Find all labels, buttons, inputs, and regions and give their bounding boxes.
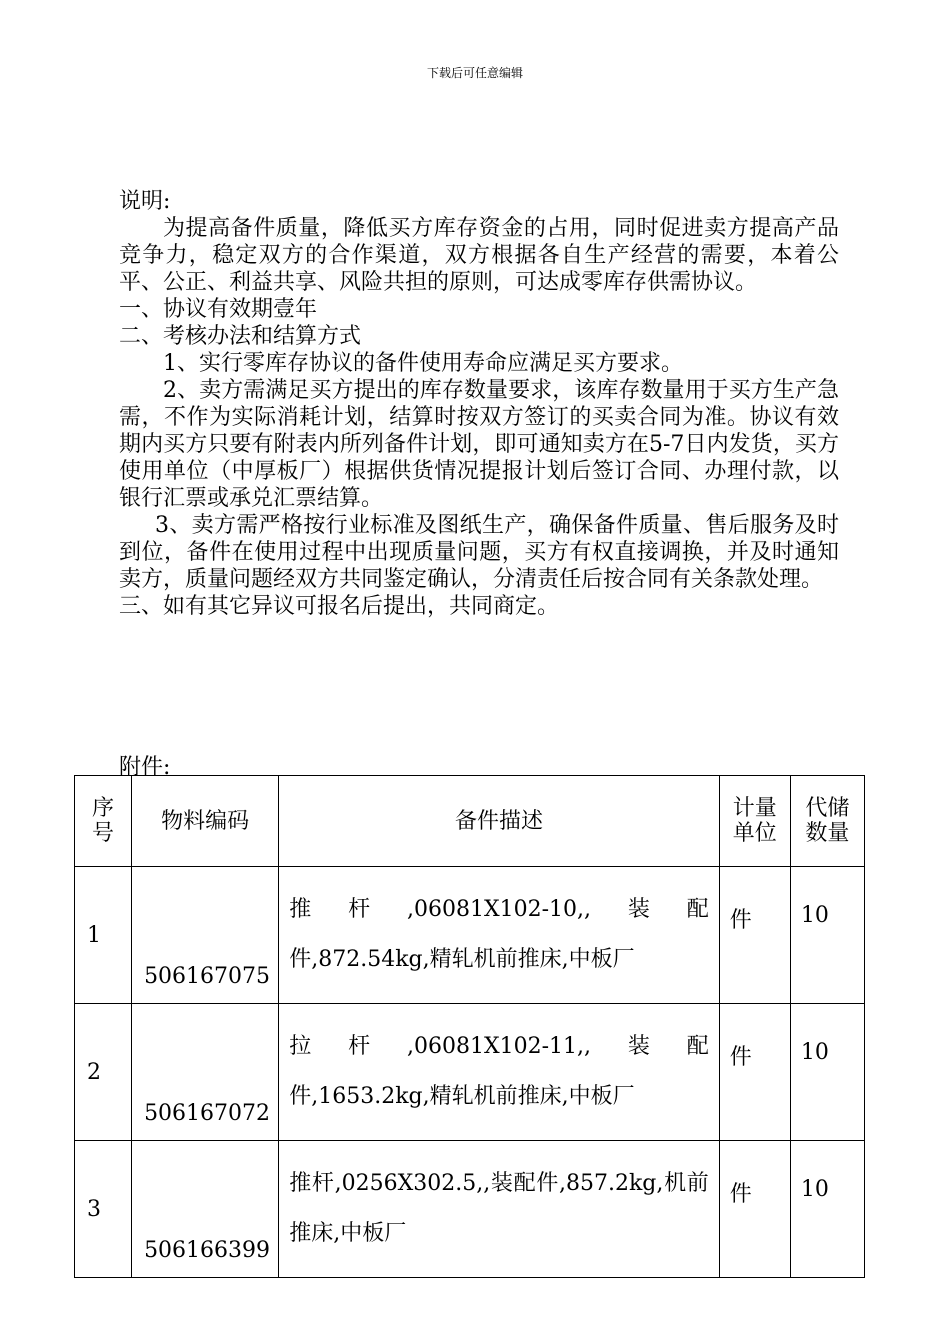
row-code: 506166399 <box>132 1141 279 1278</box>
row-seq: 3 <box>75 1141 132 1278</box>
section-3-heading: 三、如有其它异议可报名后提出，共同商定。 <box>119 594 560 619</box>
table-row <box>75 867 865 1004</box>
attachment-label: 附件: <box>119 755 171 780</box>
header-qty <box>790 776 864 867</box>
section-2-heading: 二、考核办法和结算方式 <box>119 324 362 349</box>
table-header-row <box>75 776 865 867</box>
row-seq: 2 <box>75 1004 132 1141</box>
row-unit: 件 <box>719 1141 790 1278</box>
clause-3: 3、卖方需严格按行业标准及图纸生产，确保备件质量、售后服务及时到位，备件在使用过程中出现质量问题，买方有权直接调换，并及时通知卖方，质量问题经双方共同鉴定确认，分清责任后按合同有关条款处理。 <box>119 513 839 592</box>
attachment-table <box>74 775 865 1278</box>
clause-1: 1、实行零库存协议的备件使用寿命应满足买方要求。 <box>163 351 683 376</box>
header-seq <box>75 776 132 867</box>
header-desc: 备件描述 <box>279 776 720 867</box>
clause-2: 2、卖方需满足买方提出的库存数量要求，该库存数量用于买方生产急需，不作为实际消耗计划，结算时按双方签订的买卖合同为准。协议有效期内买方只要有附表内所列备件计划，即可通知卖方在5-7日内发货，买方使用单位（中厚板厂）根据供货情况提报计划后签订合同、办理付款，以银行汇票或承兑汇票结算。 <box>119 378 839 511</box>
document-body <box>119 188 839 620</box>
row-desc: 推 杆 ,06081X102-10,, 装 配件,872.54kg,精轧机前推床,中板厂 <box>279 867 720 1004</box>
header-unit-label: 计量单位 <box>732 796 777 846</box>
row-seq: 1 <box>75 867 132 1004</box>
header-code: 物料编码 <box>132 776 279 867</box>
section-title: 说明: <box>119 189 171 214</box>
header-seq-label: 序号 <box>92 796 115 846</box>
row-qty: 10 <box>790 1004 864 1141</box>
header-qty-label: 代储数量 <box>805 796 850 846</box>
header-unit <box>719 776 790 867</box>
row-unit: 件 <box>719 867 790 1004</box>
section-1-heading: 一、协议有效期壹年 <box>119 297 318 322</box>
row-code: 506167075 <box>132 867 279 1004</box>
row-qty: 10 <box>790 1141 864 1278</box>
page-header: 下载后可任意编辑 <box>426 66 523 80</box>
intro-paragraph: 为提高备件质量，降低买方库存资金的占用，同时促进卖方提高产品竞争力，稳定双方的合作渠道，双方根据各自生产经营的需要，本着公平、公正、利益共享、风险共担的原则，可达成零库存供需协议。 <box>119 216 839 295</box>
row-qty: 10 <box>790 867 864 1004</box>
row-code: 506167072 <box>132 1004 279 1141</box>
row-desc: 拉 杆 ,06081X102-11,, 装 配件,1653.2kg,精轧机前推床,中板厂 <box>279 1004 720 1141</box>
row-unit: 件 <box>719 1004 790 1141</box>
table-row <box>75 1141 865 1278</box>
row-desc: 推杆,0256X302.5,,装配件,857.2kg,机前推床,中板厂 <box>279 1141 720 1278</box>
table-row <box>75 1004 865 1141</box>
